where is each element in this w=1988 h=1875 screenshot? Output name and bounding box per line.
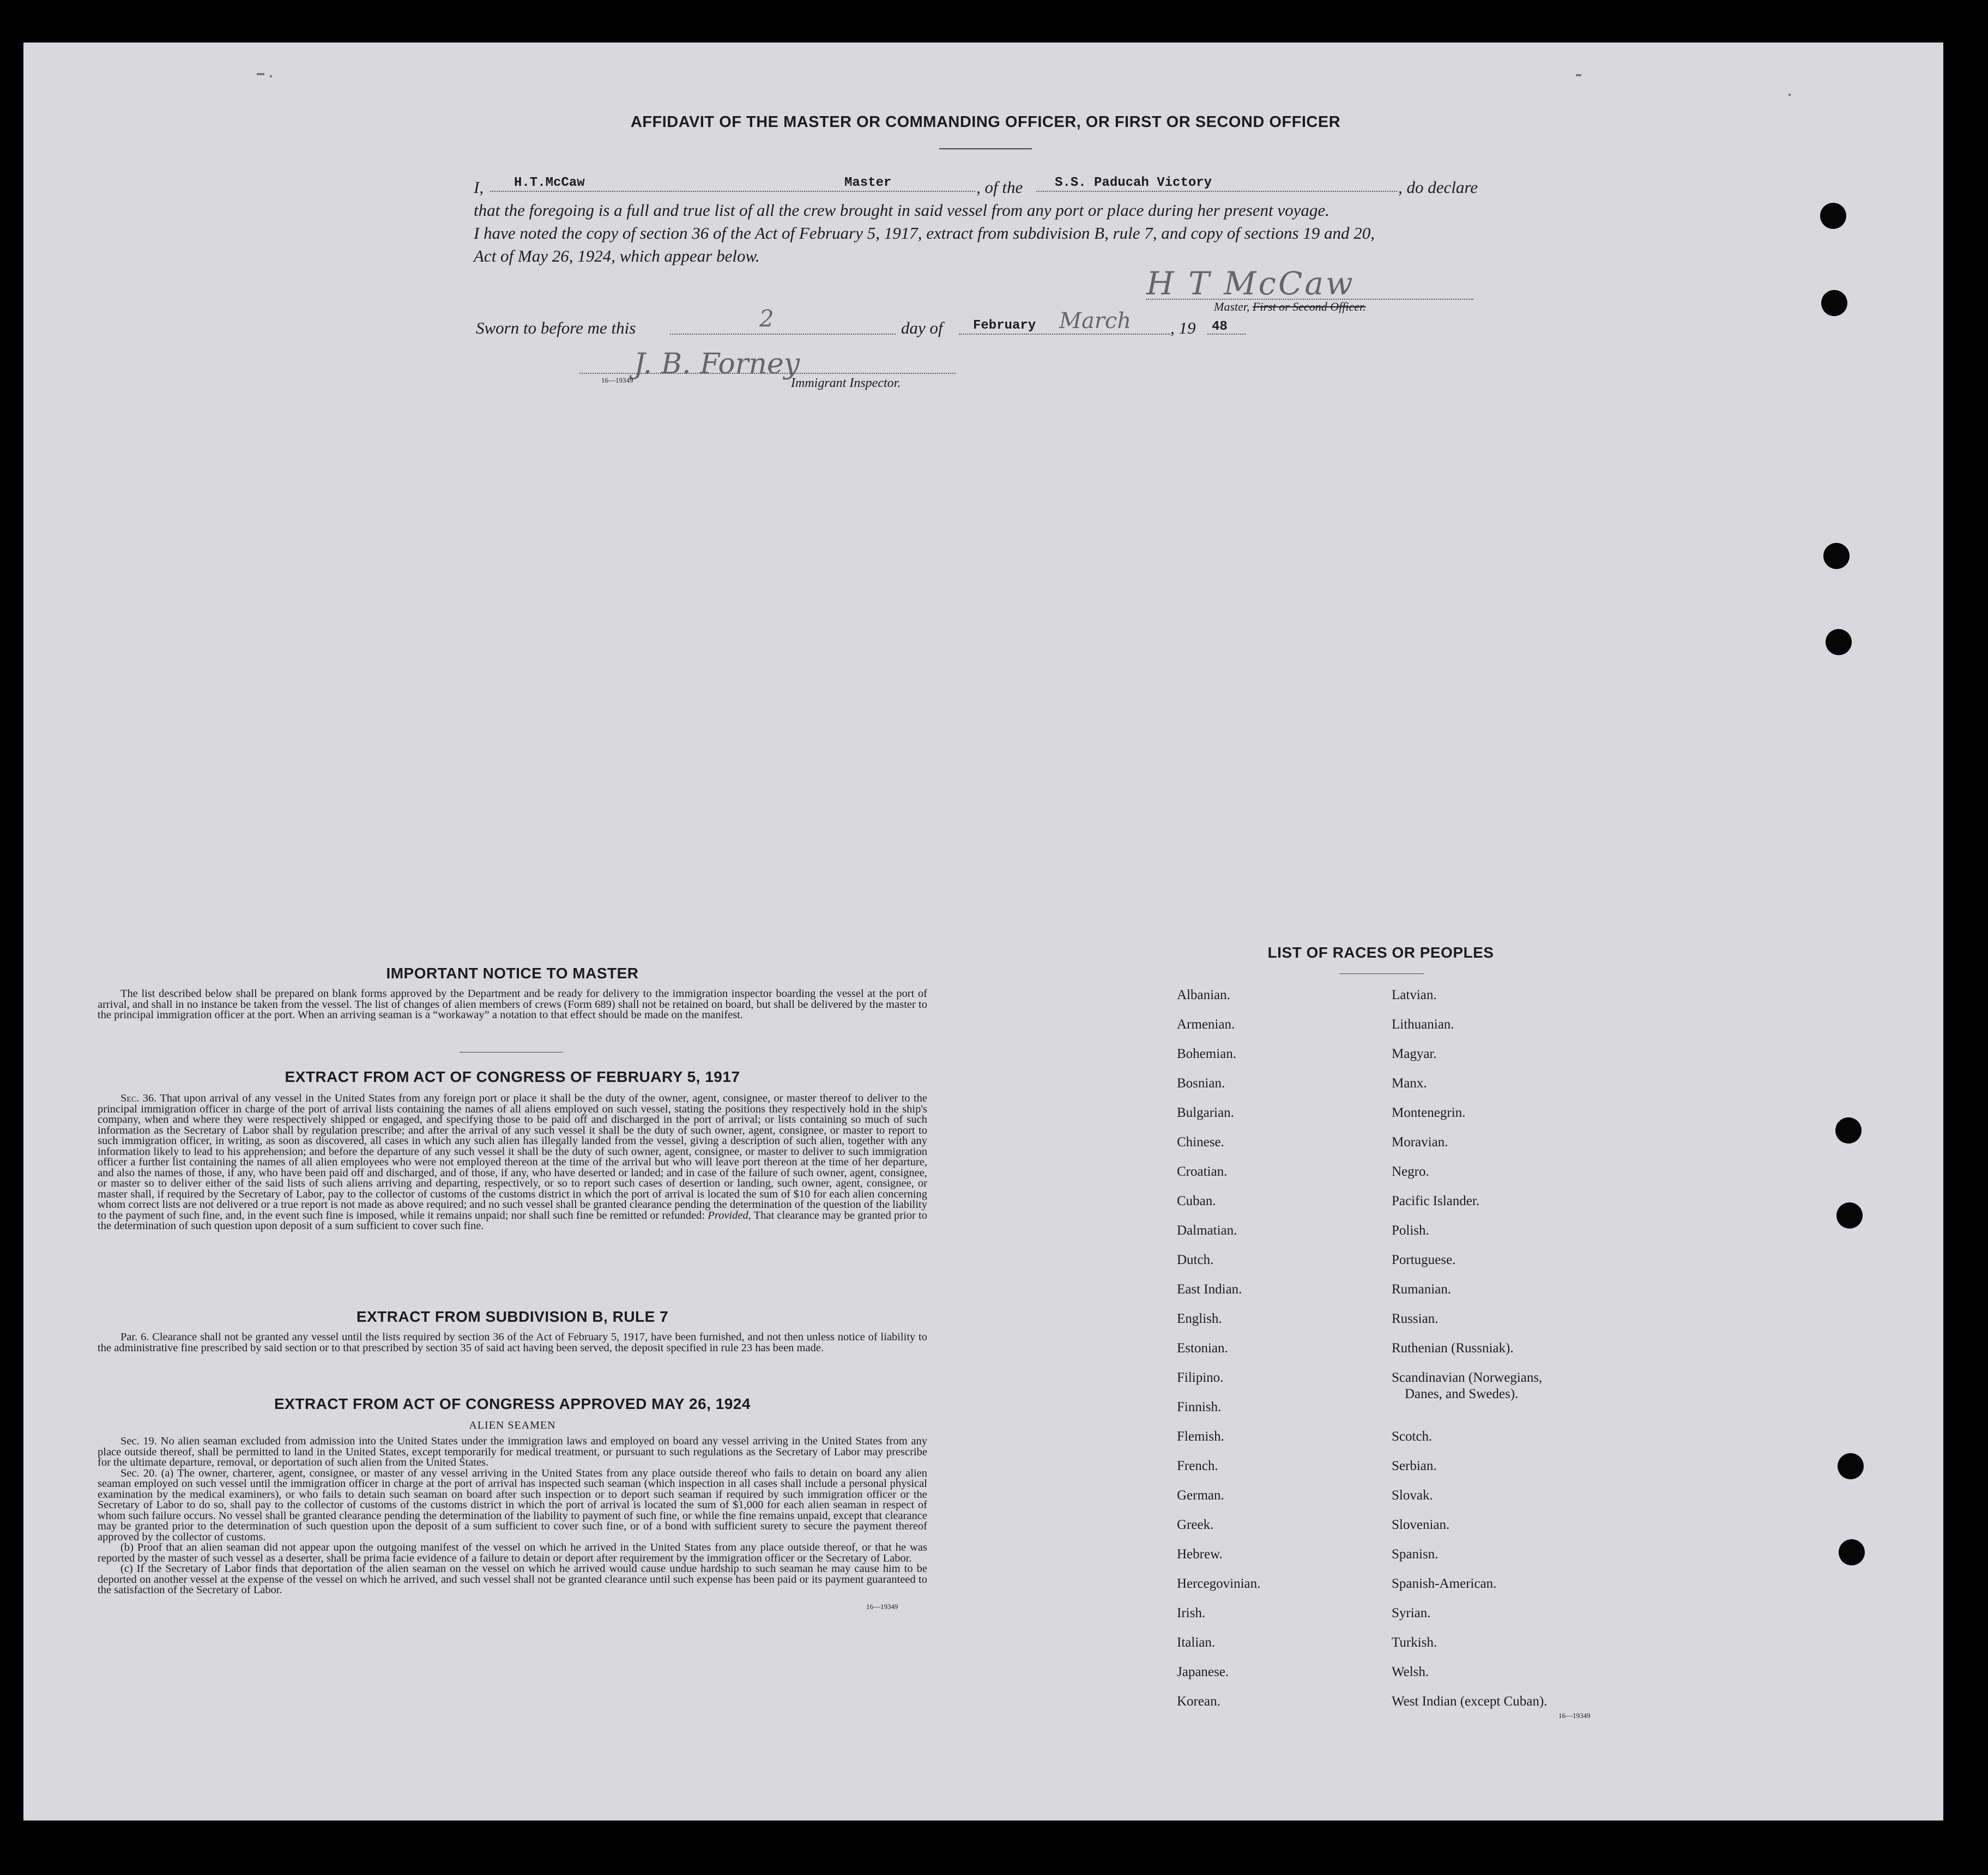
race-item: Rumanian. bbox=[1392, 1282, 1452, 1297]
race-item: Portuguese. bbox=[1392, 1253, 1456, 1267]
inspector-line bbox=[579, 373, 956, 374]
race-item: Spanish-American. bbox=[1392, 1576, 1497, 1591]
race-item: Lithuanian. bbox=[1392, 1017, 1454, 1032]
punch-hole bbox=[1823, 543, 1850, 569]
notice-title: IMPORTANT NOTICE TO MASTER bbox=[386, 965, 639, 982]
race-item: Spanisn. bbox=[1392, 1547, 1439, 1562]
sworn-day: 2 bbox=[759, 305, 774, 332]
race-item: Italian. bbox=[1177, 1635, 1216, 1650]
rule-7-paragraph: Par. 6. Clearance shall not be granted any vessel until the lists required by section 36 of the Act of February 5, 1917, have been furnished, and not then unless notice of liability to the administrative fine prescribed by said section or to that prescribed by section 35 of said act having been served, the deposit specified in rule 23 has been made. bbox=[98, 1331, 927, 1354]
race-item: Irish. bbox=[1177, 1606, 1206, 1620]
race-item: Filipino. bbox=[1177, 1370, 1224, 1385]
race-item: Bosnian. bbox=[1177, 1076, 1225, 1091]
race-item: Slovak. bbox=[1392, 1488, 1433, 1503]
signature-caption bbox=[1214, 300, 1366, 314]
extract-1917-title: EXTRACT FROM ACT OF CONGRESS OF FEBRUARY 5, 1917 bbox=[285, 1068, 740, 1085]
race-item: Croatian. bbox=[1177, 1164, 1228, 1179]
race-item: Chinese. bbox=[1177, 1135, 1224, 1150]
inspector-caption: Immigrant Inspector. bbox=[791, 376, 901, 390]
race-item: French. bbox=[1177, 1459, 1218, 1473]
section-divider bbox=[460, 1052, 563, 1053]
race-item: Finnish. bbox=[1177, 1400, 1222, 1414]
extract-1917-section bbox=[98, 1068, 927, 1232]
sworn-label: Sworn to before me this bbox=[476, 318, 636, 337]
master-name: H.T.McCaw bbox=[514, 176, 585, 190]
declaration-line-4: Act of May 26, 1924, which appear below. bbox=[474, 246, 760, 265]
race-item: Cuban. bbox=[1177, 1194, 1216, 1208]
declaration-line-2: that the foregoing is a full and true list of all the crew brought in said vessel from any port or place during her present voyage. bbox=[474, 201, 1330, 220]
rule-7-body bbox=[98, 1332, 927, 1353]
race-item: Manx. bbox=[1392, 1076, 1427, 1091]
punch-hole bbox=[1826, 629, 1852, 655]
sec-20c-paragraph: (c) If the Secretary of Labor finds that deportation of the alien seaman on the vessel on which he arrived would cause undue hardship to such seaman he may cause him to be deported on another vessel at the expense of the vessel on which he arrived, and such vessel shall not be granted clearance until such expense has been paid or its payment guaranteed to the satisfaction of the Secretary of Labor. bbox=[98, 1563, 927, 1596]
races-title: LIST OF RACES OR PEOPLES bbox=[1267, 944, 1494, 961]
race-item: East Indian. bbox=[1177, 1282, 1242, 1297]
race-item: Montenegrin. bbox=[1392, 1105, 1466, 1120]
rule-7-section bbox=[98, 1308, 927, 1353]
vessel-name: S.S. Paducah Victory bbox=[1055, 176, 1212, 190]
sec-36-provided: Provided, bbox=[708, 1209, 751, 1221]
heading-divider bbox=[939, 148, 1032, 149]
race-item: Welsh. bbox=[1392, 1665, 1429, 1679]
race-item: Albanian. bbox=[1177, 988, 1230, 1002]
punch-hole bbox=[1836, 1202, 1863, 1229]
sec-36-paragraph bbox=[98, 1093, 927, 1232]
race-item: Estonian. bbox=[1177, 1341, 1228, 1356]
race-item: Japanese. bbox=[1177, 1665, 1229, 1679]
caption-master: Master, bbox=[1214, 300, 1250, 313]
race-item: Ruthenian (Russniak). bbox=[1392, 1341, 1514, 1356]
race-item: West Indian (except Cuban). bbox=[1392, 1694, 1548, 1709]
month-line bbox=[959, 334, 1170, 335]
affidavit-heading: AFFIDAVIT OF THE MASTER OR COMMANDING OFFICER, OR FIRST OR SECOND OFFICER bbox=[630, 113, 1341, 131]
day-of-label: day of bbox=[901, 318, 943, 337]
sworn-year: 48 bbox=[1212, 319, 1228, 334]
race-item: Serbian. bbox=[1392, 1459, 1437, 1473]
race-item: Greek. bbox=[1177, 1517, 1214, 1532]
punch-hole bbox=[1835, 1117, 1862, 1144]
scan-speck bbox=[1788, 94, 1791, 96]
extract-1917-body bbox=[98, 1093, 927, 1232]
sec-19-paragraph: Sec. 19. No alien seaman excluded from admission into the United States under the immigration laws and employed on board any vessel arriving in the United States from any place outside thereof, shall be permitted to land in the United States, except temporarily for medical treatment, or pursuant to such regulations as the Secretary of Labor may prescribe for the ultimate departure, removal, or deportation of such alien from the United States. bbox=[98, 1435, 927, 1468]
year-prefix: , 19 bbox=[1170, 318, 1196, 337]
vessel-field-line bbox=[1036, 191, 1397, 192]
race-item: Hercegovinian. bbox=[1177, 1576, 1261, 1591]
race-item: Syrian. bbox=[1392, 1606, 1431, 1620]
name-field-line bbox=[490, 191, 975, 192]
race-item: English. bbox=[1177, 1311, 1222, 1326]
race-item: Dutch. bbox=[1177, 1253, 1214, 1267]
scan-speck bbox=[270, 75, 272, 77]
race-item: Moravian. bbox=[1392, 1135, 1448, 1150]
do-declare-label: , do declare bbox=[1398, 178, 1478, 197]
sec-36-label: Sec. 36. bbox=[120, 1092, 157, 1104]
race-item: Bulgarian. bbox=[1177, 1105, 1234, 1120]
sec-20a-paragraph: Sec. 20. (a) The owner, charterer, agent, consignee, or master of any vessel arriving in the United States from any place outside thereof who fails to detain on board any alien seaman employed on such vessel until the immigration officer in charge at the port of arrival has inspected such seaman (which inspection in all cases shall include a personal physical examination by the medical examiners), or who fails to detain such seaman on board after such inspection or to deport such seaman if required by such immigration officer or the Secretary of Labor to do so, shall pay to the collector of customs of the customs district in which the port of arrival is located the sum of $1,000 for each alien seaman in respect of whom such failure occurs. No vessel shall be granted clearance pending the determination of the liability to payment of such fine, or while the fine remains unpaid, except that clearance may be granted prior to the determination of such question upon the deposit of a sum sufficient to cover such fine, or of a bond with sufficient surety to secure the payment thereof approved by the collector of customs. bbox=[98, 1467, 927, 1543]
of-the-label: , of the bbox=[976, 178, 1023, 197]
race-item-continuation: Danes, and Swedes). bbox=[1405, 1387, 1519, 1401]
race-item: Korean. bbox=[1177, 1694, 1220, 1709]
race-item: Magyar. bbox=[1392, 1047, 1437, 1061]
declaration-i: I, bbox=[474, 178, 484, 197]
sworn-month-typed: February bbox=[973, 318, 1036, 333]
race-item: Hebrew. bbox=[1177, 1547, 1223, 1562]
master-signature: H T McCaw bbox=[1146, 265, 1355, 302]
notice-paragraph: The list described below shall be prepared on blank forms approved by the Department and be ready for delivery to the immigration inspector boarding the vessel at the port of arrival, and shall in no instance be taken from the vessel. The list of changes of alien members of crews (Form 689) shall not be retained on board, but shall be delivered by the master to the principal immigration officer at the port. When an arriving seaman is a “workaway” a notation to that effect should be made on the manifest. bbox=[98, 988, 927, 1021]
race-item: Slovenian. bbox=[1392, 1517, 1450, 1532]
inspector-form-number: 16—19349 bbox=[601, 376, 633, 384]
alien-seamen-subtitle: ALIEN SEAMEN bbox=[469, 1419, 556, 1431]
race-item: Scandinavian (Norwegians, bbox=[1392, 1370, 1543, 1385]
race-item: Armenian. bbox=[1177, 1017, 1235, 1032]
races-divider bbox=[1339, 973, 1424, 974]
sworn-day-line bbox=[670, 334, 896, 335]
caption-struck-officer: First or Second Officer. bbox=[1252, 300, 1366, 313]
extract-1924-body bbox=[98, 1436, 927, 1596]
races-form-number: 16—19349 bbox=[1558, 1711, 1591, 1720]
extract-1924-title: EXTRACT FROM ACT OF CONGRESS APPROVED MAY 26, 1924 bbox=[274, 1395, 751, 1412]
punch-hole bbox=[1820, 203, 1846, 229]
race-item: Negro. bbox=[1392, 1164, 1429, 1179]
notice-body bbox=[98, 989, 927, 1021]
race-item: Flemish. bbox=[1177, 1429, 1224, 1444]
race-item: Dalmatian. bbox=[1177, 1223, 1237, 1238]
race-item: Latvian. bbox=[1392, 988, 1437, 1002]
race-item: Bohemian. bbox=[1177, 1047, 1237, 1061]
inspector-signature: J. B. Forney bbox=[634, 348, 800, 380]
rule-7-title: EXTRACT FROM SUBDIVISION B, RULE 7 bbox=[356, 1308, 669, 1325]
master-rank: Master bbox=[844, 176, 892, 190]
notice-section bbox=[98, 965, 927, 1021]
race-item: Turkish. bbox=[1392, 1635, 1437, 1650]
declaration-line-3: I have noted the copy of section 36 of the Act of February 5, 1917, extract from subdivision B, rule 7, and copy of sections 19 and 20, bbox=[474, 223, 1375, 243]
sec-36-text-end: That clearance may be granted prior to the determination of such question upon deposit of a sum sufficient to cover such fine. bbox=[98, 1209, 928, 1232]
punch-hole bbox=[1821, 290, 1847, 316]
scan-speck bbox=[1576, 74, 1581, 76]
document-sheet bbox=[23, 43, 1943, 1820]
punch-hole bbox=[1838, 1453, 1864, 1479]
sec-20b-paragraph: (b) Proof that an alien seaman did not appear upon the outgoing manifest of the vessel on which he arrived in the United States from any place outside thereof, or that he was reported by the master of such vessel as a deserter, shall be prima facie evidence of a failure to detain or deport after requirement by the immigration officer or the Secretary of Labor. bbox=[98, 1541, 927, 1564]
race-item: Scotch. bbox=[1392, 1429, 1433, 1444]
sworn-month-handwritten: March bbox=[1059, 309, 1132, 334]
extract-form-number: 16—19349 bbox=[866, 1602, 898, 1611]
race-item: Russian. bbox=[1392, 1311, 1439, 1326]
extract-1924-section bbox=[98, 1395, 927, 1611]
race-item: Polish. bbox=[1392, 1223, 1429, 1238]
scan-speck bbox=[257, 73, 264, 75]
sec-36-text: That upon arrival of any vessel in the United States from any foreign port or place it shall be the duty of the owner, agent, consignee, or master thereof to deliver to the principal immigration officer in charge of the port of arrival lists containing the names of all aliens employed on such vessel, stating the positions they respectively hold in the ship's company, when and where they were respectively shipped or engaged, and specifying those to be paid off and discharged in the port of arrival; or lists containing so much of such information as the Secretary of Labor shall by regulation prescribe; and after the arrival of any such vessel it shall be the duty of such owner, agent, consignee, or master to report to such immigration officer, in writing, as soon as discovered, all cases in which any such alien has illegally landed from the vessel, giving a description of such alien, together with any information likely to lead to his apprehension; and before the departure of any such vessel it shall be the duty of such owner, agent, consignee, or master to deliver to such immigration officer a further list containing the names of all alien employees who were not employed thereon at the time of the arrival but who will leave port thereon at the time of her departure, and also the names of those, if any, who have been paid off and discharged, and of those, if any, who have deserted or landed; and in case of the failure of such owner, agent, consignee, or master so to deliver either of the said lists of such aliens arriving and departing, respectively, or so to report such cases of desertion or landing, such owner, agent, consignee, or master shall, if required by the Secretary of Labor, pay to the collector of customs of the customs district in which the port of arrival is located the sum of $10 for each alien concerning whom correct lists are not delivered or a true report is not made as above required; and no such vessel shall be granted clearance pending the determination of the question of the liability to the payment of such fine, and, in the event such fine is imposed, while it remains unpaid; nor shall such fine be remitted or refunded: bbox=[98, 1092, 927, 1221]
punch-hole bbox=[1839, 1539, 1865, 1565]
race-item: German. bbox=[1177, 1488, 1224, 1503]
race-item: Pacific Islander. bbox=[1392, 1194, 1480, 1208]
